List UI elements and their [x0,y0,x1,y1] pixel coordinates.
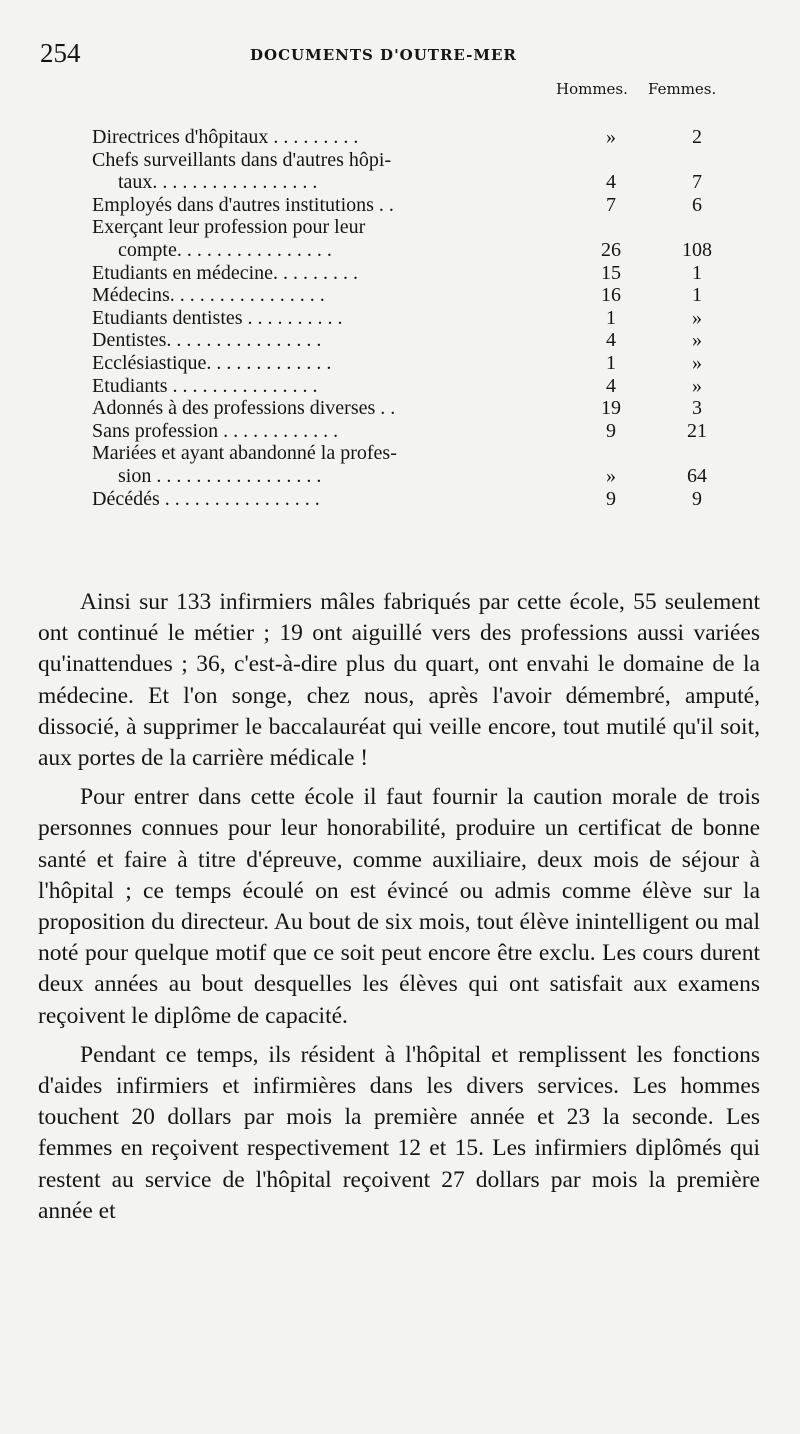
table-row [92,284,722,307]
table-row [92,329,722,352]
men-count: 16 [601,284,621,307]
running-title: DOCUMENTS D'OUTRE-MER [250,46,517,64]
paragraph: Ainsi sur 133 infirmiers mâles fabriqués par cette école, 55 seulement ont continué le métier ; 19 ont aiguillé vers des professions aussi variées qu'inattendues ; 36, c'est-à-dire plus du quart, ont envahi le domaine de la médecine. Et l'on songe, chez nous, après l'avoir démembré, amputé, dissocié, à supprimer le baccalauréat qui veille encore, tout mutilé qu'il soit, aux portes de la carrière médicale ! [38,589,760,772]
women-count: 64 [687,464,707,487]
women-count: 21 [687,419,707,442]
table-row [92,352,722,375]
women-count: 3 [692,397,702,420]
men-count: 4 [606,171,616,194]
row-label: compte. . . . . . . . . . . . . . . . [118,238,332,261]
women-count: 1 [692,284,702,307]
men-count: 15 [601,261,621,284]
women-count: » [692,351,702,374]
row-label: Etudiants dentistes . . . . . . . . . . [92,306,343,329]
row-label: Sans profession . . . . . . . . . . . . [92,419,339,442]
men-count: 4 [606,329,616,352]
row-label: Adonnés à des professions diverses . . [92,397,396,420]
men-count: 9 [606,419,616,442]
row-label: Ecclésiastique. . . . . . . . . . . . . [92,351,332,374]
table-row [92,149,722,172]
men-count: 7 [606,193,616,216]
page-header [40,38,760,68]
women-count: 6 [692,193,702,216]
table-row [92,307,722,330]
row-label: sion . . . . . . . . . . . . . . . . . [118,464,322,487]
table-row [92,397,722,420]
men-count: » [606,126,616,148]
men-count: » [606,464,616,487]
row-label: Chefs surveillants dans d'autres hôpi- [92,148,392,171]
column-header-men: Hommes. [556,80,628,98]
men-count: 1 [606,306,616,329]
men-count: 4 [606,374,616,397]
table-row [92,420,722,443]
table-row [92,216,722,239]
body-text [38,587,760,1235]
table-row [92,262,722,285]
table-row [92,488,722,511]
women-count: 2 [692,126,702,148]
table-row [92,442,722,465]
women-count: 108 [682,238,712,261]
men-count: 9 [606,487,616,510]
women-count: 9 [692,487,702,510]
row-label: Employés dans d'autres institutions . . [92,193,394,216]
table-row [92,239,722,262]
row-label: taux. . . . . . . . . . . . . . . . . [118,171,318,194]
table-row [92,465,722,488]
row-label: Directrices d'hôpitaux . . . . . . . . . [92,126,359,148]
women-count: » [692,329,702,352]
men-count: 26 [601,238,621,261]
men-count: 19 [601,397,621,420]
row-label: Etudiants . . . . . . . . . . . . . . . [92,374,318,397]
table-row [92,126,722,149]
women-count: » [692,306,702,329]
table-row [92,171,722,194]
table-row [92,194,722,217]
table-row [92,375,722,398]
row-label: Décédés . . . . . . . . . . . . . . . . [92,487,320,510]
women-count: » [692,374,702,397]
statistics-table [92,126,722,510]
row-label: Etudiants en médecine. . . . . . . . . [92,261,359,284]
paragraph: Pendant ce temps, ils résident à l'hôpital et remplissent les fonctions d'aides infirmiers et infirmières dans les divers services. Les hommes touchent 20 dollars par mois la première année et 23 la seconde. Les femmes en reçoivent respectivement 12 et 15. Les infirmiers diplômés qui restent au service de l'hôpital reçoivent 27 dollars par mois la première année et [38,1041,760,1224]
paragraph: Pour entrer dans cette école il faut fournir la caution morale de trois personnes connues pour leur honorabilité, produire un certificat de bonne santé et faire à titre d'épreuve, comme auxiliaire, deux mois de séjour à l'hôpital ; ce temps écoulé on est évincé ou admis comme élève sur la proposition du directeur. Au bout de six mois, tout élève inintelligent ou mal noté pour quelque motif que ce soit peut encore être exclu. Les cours durent deux années au bout desquelles les élèves qui ont satisfait aux examens reçoivent le diplôme de capacité. [38,784,760,1029]
column-header-women: Femmes. [648,80,717,98]
table-column-headers [556,80,766,102]
row-label: Médecins. . . . . . . . . . . . . . . . [92,284,325,307]
row-label: Dentistes. . . . . . . . . . . . . . . . [92,329,322,352]
row-label: Exerçant leur profession pour leur [92,216,366,239]
women-count: 1 [692,261,702,284]
men-count: 1 [606,351,616,374]
row-label: Mariées et ayant abandonné la profes- [92,442,397,465]
page-number: 254 [40,38,81,68]
women-count: 7 [692,171,702,194]
